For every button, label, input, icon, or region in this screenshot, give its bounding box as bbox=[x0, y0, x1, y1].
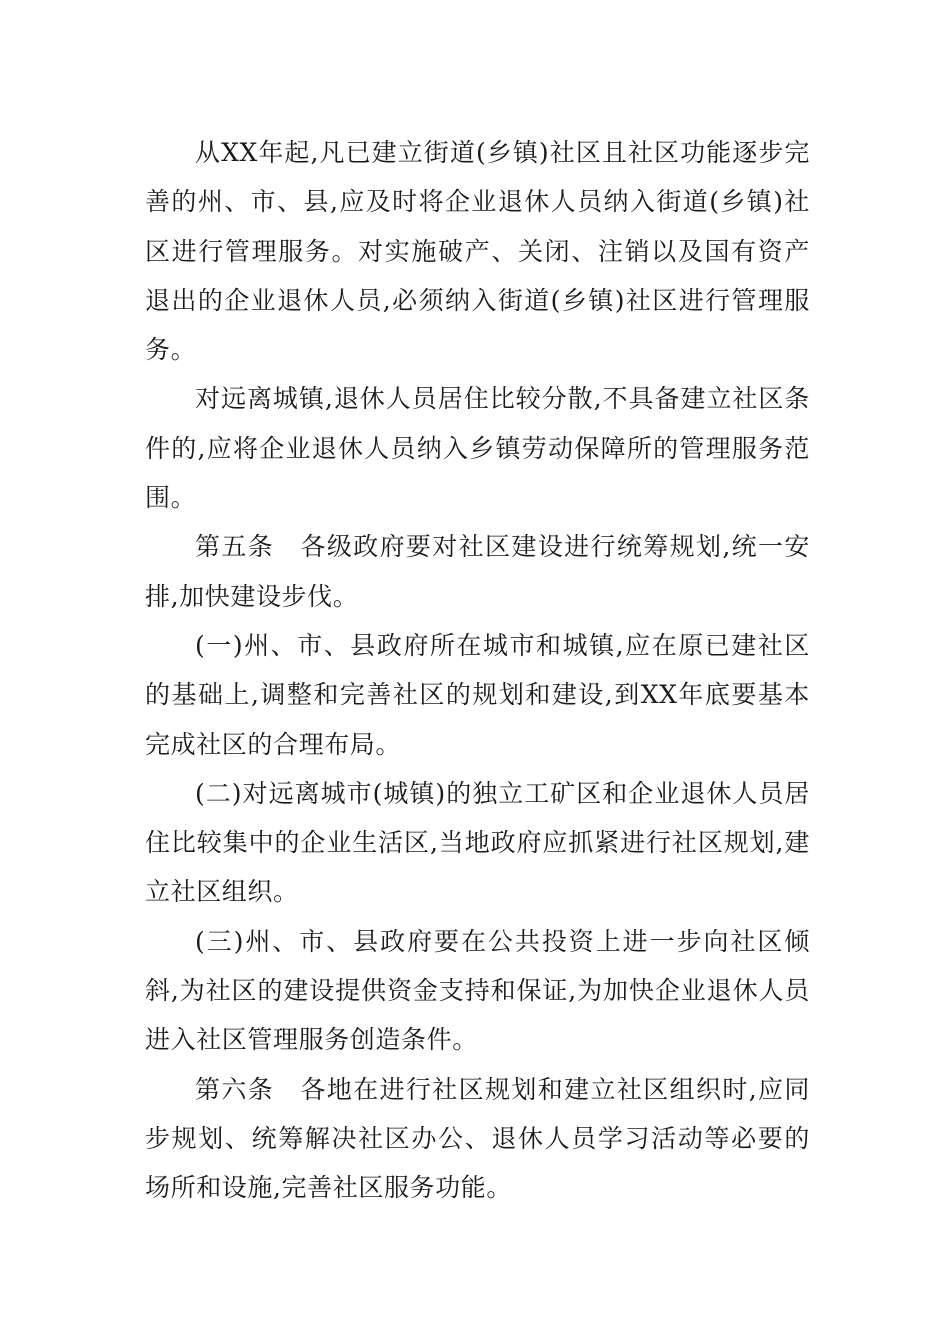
paragraph-item-2: (二)对远离城市(城镇)的独立工矿区和企业退休人员居住比较集中的企业生活区,当地政府应抓紧进行社区规划,建立社区组织。 bbox=[145, 778, 810, 907]
paragraph-2: 对远离城镇,退休人员居住比较分散,不具备建立社区条件的,应将企业退休人员纳入乡镇劳动保障所的管理服务范围。 bbox=[145, 384, 810, 513]
document-page bbox=[145, 128, 810, 1213]
paragraph-item-3: (三)州、市、县政府要在公共投资上进一步向社区倾斜,为社区的建设提供资金支持和保证,为加快企业退休人员进入社区管理服务创造条件。 bbox=[145, 926, 810, 1055]
paragraph-item-1: (一)州、市、县政府所在城市和城镇,应在原已建社区的基础上,调整和完善社区的规划和建设,到XX年底要基本完成社区的合理布局。 bbox=[145, 630, 810, 759]
paragraph-article-6: 第六条 各地在进行社区规划和建立社区组织时,应同步规划、统筹解决社区办公、退休人员学习活动等必要的场所和设施,完善社区服务功能。 bbox=[145, 1074, 810, 1203]
paragraph-1: 从XX年起,凡已建立街道(乡镇)社区且社区功能逐步完善的州、市、县,应及时将企业退休人员纳入街道(乡镇)社区进行管理服务。对实施破产、关闭、注销以及国有资产退出的企业退休人员,必须纳入街道(乡镇)社区进行管理服务。 bbox=[145, 138, 810, 365]
paragraph-article-5: 第五条 各级政府要对社区建设进行统筹规划,统一安排,加快建设步伐。 bbox=[145, 532, 810, 611]
